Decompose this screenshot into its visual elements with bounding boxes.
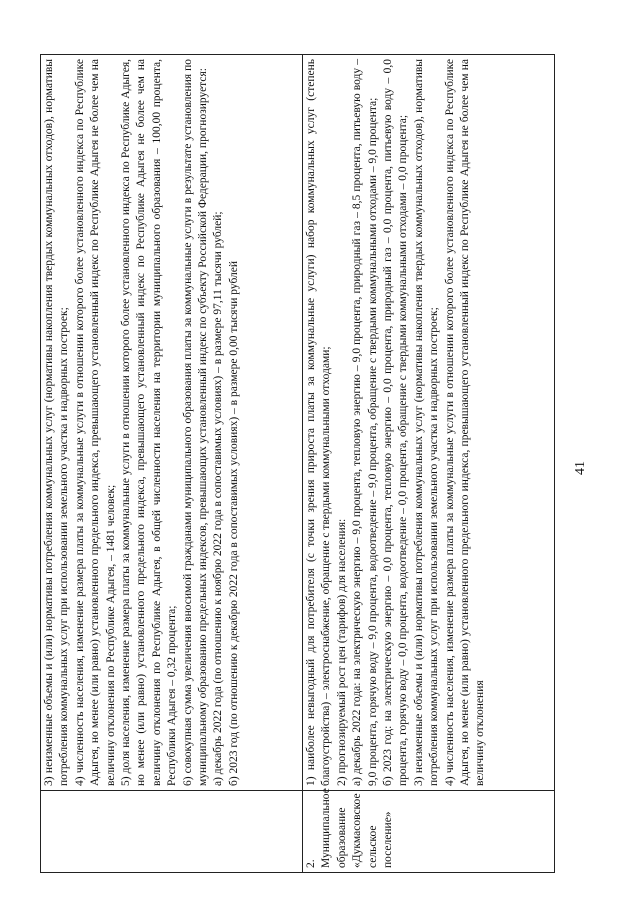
paragraph: 4) численность населения, изменение размера платы за коммунальные услуги в отношении которого более установленного индекса по Республике Адыгея, но менее (или равно) установленного предельного индекса, превышающего установленный индекс по Республике Адыгея не более чем на величину отклонения <box>443 59 487 786</box>
description-cell <box>41 55 303 791</box>
paragraph: а) декабрь 2022 года (по отношению к ноябрю 2022 года в сопоставимых условиях) – в размере 97,11 тысячи рублей; <box>212 211 225 786</box>
table-row <box>303 55 555 873</box>
paragraph: б) 2023 год: на электрическую энергию – 0,0 процента, тепловую энергию – 0,0 процента, природный газ – 0,0 процента, питьевую воду – 0,0 процента, горячую воду – 0,0 процента, водоотведение – 0,0 процента, обращение с твердыми коммунальными отходами – 0,0 процента; <box>382 59 410 786</box>
paragraph: б) 2023 год (по отношению к декабрю 2022 года в сопоставимых условиях) – в размере 0,00 тысячи рублей <box>227 260 240 786</box>
municipality-cell <box>303 788 555 873</box>
paragraph: 6) совокупная сумма увеличения вносимой гражданами муниципального образования платы за коммунальные услуги в результате установления по муниципальному образованию предельных индексов, превышающих установленный индекс по субъекту Российской Федерации, прогнозируется: <box>181 59 210 786</box>
paragraph: 5) доля населения, изменение размера платы за коммунальные услуги в отношении которого более установленного индекса по Республике Адыгея, но менее (или равно) установленного предельного индекса, превышающего установленный индекс по Республике Адыгея не более чем на величину отклонения по Республике Адыгея, в общей численности населения на территории муниципального образования – 100,00 процента, Республики Адыгея – 0,32 процента; <box>120 59 179 786</box>
table-row <box>41 55 303 873</box>
paragraph: 1) наиболее невыгодный для потребителя (с точки зрения прироста платы за коммунальные услуги) набор коммунальных услуг (степень благоустройства) – электроснабжение, обращение с твердыми коммунальными отходами; <box>305 59 333 786</box>
paragraph: 3) неизменные объемы и (или) нормативы потребления коммунальных услуг (нормативы накопления твердых коммунальных отходов), нормативы потребления коммунальных услуг при использовании земельного участка и надворных построек; <box>43 59 71 786</box>
paragraph: а) декабрь 2022 года: на электрическую энергию – 9,0 процента, тепловую энергию – 9,0 процента, природный газ – 8,5 процента, питьевую воду – 9,0 процента, горячую воду – 9,0 процента, водоотведение – 9,0 процента, обращение с твердыми коммунальными отходами – 9,0 процента; <box>351 59 379 786</box>
page-number: 41 <box>573 461 588 475</box>
municipality-cell <box>41 791 303 873</box>
description-cell <box>303 55 555 791</box>
paragraph: 4) численность населения, изменение размера платы за коммунальные услуги в отношении которого более установленного индекса по Республике Адыгея, но менее (или равно) установленного предельного индекса, превышающего установленный индекс по Республике Адыгея не более чем на величину отклонения по Республике Адыгея, – 1481 человек; <box>73 59 117 786</box>
paragraph: 3) неизменные объемы и (или) нормативы потребления коммунальных услуг (нормативы накопления твердых коммунальных отходов), нормативы потребления коммунальных услуг при использовании земельного участка и надворных построек; <box>412 59 441 786</box>
paragraph: 2) прогнозируемый рост цен (тарифов) для населения: <box>335 518 348 786</box>
municipality-name: 2. Муниципальное образование «Дукмасовское сельское поселение» <box>305 788 395 868</box>
forecast-table <box>40 54 555 873</box>
